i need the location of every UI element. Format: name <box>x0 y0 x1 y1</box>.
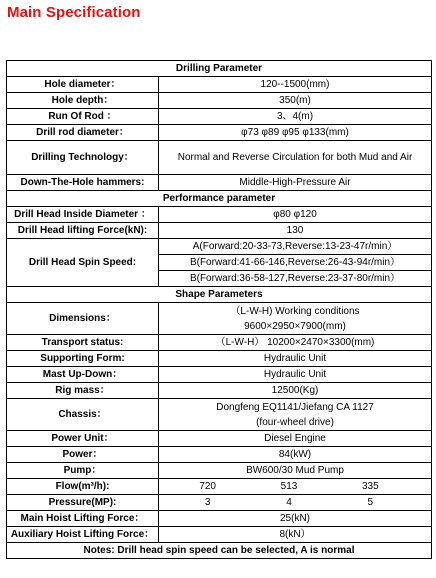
value-supporting-form: Hydraulic Unit <box>159 351 432 367</box>
value-pump: BW600/30 Mud Pump <box>159 463 432 479</box>
label-hole-diameter: Hole diameter： <box>7 77 159 93</box>
value-spin-speed-b1: B(Forward:41-66-146,Reverse:26-43-94r/min） <box>159 255 432 271</box>
value-transport-status: （L-W-H） 10200×2470×3300(mm) <box>159 335 432 351</box>
value-power: 84(kW) <box>159 447 432 463</box>
value-rig-mass: 12500(Kg) <box>159 383 432 399</box>
value-drilling-technology: Normal and Reverse Circulation for both Mud and Air <box>159 141 432 175</box>
label-drilling-technology: Drilling Technology： <box>7 141 159 175</box>
label-inside-diameter: Drill Head Inside Diameter ： <box>7 207 159 223</box>
value-spin-speed-b2: B(Forward:36-58-127,Reverse:23-37-80r/min） <box>159 271 432 287</box>
flow-value: 720 <box>199 481 216 492</box>
label-power-unit: Power Unit： <box>7 431 159 447</box>
label-drill-rod-diameter: Drill rod diameter： <box>7 125 159 141</box>
value-chassis-line2: (four-wheel drive) <box>256 416 334 428</box>
value-inside-diameter: φ80 φ120 <box>159 207 432 223</box>
label-mast-up-down: Mast Up-Down： <box>7 367 159 383</box>
section-header-performance: Performance parameter <box>7 191 432 207</box>
label-dth-hammers: Down-The-Hole hammers: <box>7 175 159 191</box>
page-title: Main Specification <box>7 4 141 21</box>
pressure-value: 3 <box>204 497 211 508</box>
label-flow: Flow(m³/h): <box>7 479 159 495</box>
pressure-value: 4 <box>286 497 292 508</box>
section-header-drilling: Drilling Parameter <box>7 61 432 77</box>
value-drill-rod-diameter: φ73 φ89 φ95 φ133(mm) <box>159 125 432 141</box>
value-chassis-line1: Dongfeng EQ1141/Jiefang CA 1127 <box>216 401 374 413</box>
label-power: Power： <box>7 447 159 463</box>
value-power-unit: Diesel Engine <box>159 431 432 447</box>
value-dimensions-line2: 9600×2950×7900(mm) <box>244 320 346 332</box>
value-spin-speed-a: A(Forward:20-33-73,Reverse:13-23-47r/min） <box>159 239 432 255</box>
value-lifting-force: 130 <box>159 223 432 239</box>
value-flow <box>159 479 432 495</box>
value-dth-hammers: Middle-High-Pressure Air <box>159 175 432 191</box>
value-hole-depth: 350(m) <box>159 93 432 109</box>
label-chassis: Chassis： <box>7 399 159 431</box>
label-rig-mass: Rig mass： <box>7 383 159 399</box>
value-main-hoist: 25(kN) <box>159 511 432 527</box>
value-dimensions <box>159 303 432 335</box>
notes-row: Notes: Drill head spin speed can be selected, A is normal <box>7 543 432 559</box>
value-dimensions-line1: （L-W-H) Working conditions <box>230 305 360 317</box>
label-pump: Pump： <box>7 463 159 479</box>
flow-value: 335 <box>361 481 379 492</box>
label-hole-depth: Hole depth： <box>7 93 159 109</box>
value-chassis <box>159 399 432 431</box>
label-lifting-force: Drill Head lifting Force(kN): <box>7 223 159 239</box>
value-aux-hoist: 8(kN） <box>159 527 432 543</box>
value-run-of-rod: 3、4(m) <box>159 109 432 125</box>
label-spin-speed: Drill Head Spin Speed: <box>7 239 159 287</box>
pressure-value: 5 <box>367 497 374 508</box>
label-aux-hoist: Auxiliary Hoist Lifting Force： <box>7 527 159 543</box>
label-run-of-rod: Run Of Rod ： <box>7 109 159 125</box>
label-main-hoist: Main Hoist Lifting Force： <box>7 511 159 527</box>
label-supporting-form: Supporting Form: <box>7 351 159 367</box>
flow-value: 513 <box>280 481 298 492</box>
label-transport-status: Transport status: <box>7 335 159 351</box>
label-pressure: Pressure(MP): <box>7 495 159 511</box>
value-hole-diameter: 120--1500(mm) <box>159 77 432 93</box>
value-pressure <box>159 495 432 511</box>
spec-table <box>6 60 432 559</box>
section-header-shape: Shape Parameters <box>7 287 432 303</box>
label-dimensions: Dimensions： <box>7 303 159 335</box>
value-mast-up-down: Hydraulic Unit <box>159 367 432 383</box>
